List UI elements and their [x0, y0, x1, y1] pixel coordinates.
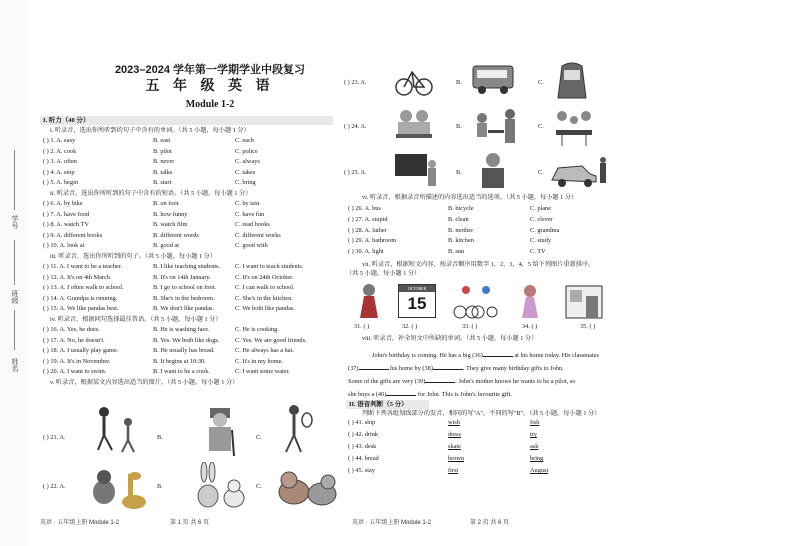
question-option-a: ( ) 26. A. bus [348, 205, 381, 212]
question-option-a: ( ) 10. A. look at [43, 242, 85, 249]
picture-rabbit-duck-icon [192, 462, 252, 512]
question-34-label: 34. ( ) [522, 323, 538, 330]
option-b: B. bicycle [448, 205, 474, 212]
question-24-option-c: C. [538, 123, 544, 130]
picture-person-tennis-icon [274, 400, 314, 458]
question-21-option-b: B. [157, 434, 163, 441]
passage-text: (37) [348, 365, 359, 372]
question-option-a: ( ) 29. A. bathroom [348, 237, 397, 245]
section-listening-header: I. 听力（40 分） [40, 116, 333, 125]
option-c: C. plane [530, 205, 551, 212]
option-c: C. grandma [530, 226, 560, 234]
passage-text: for John. This is John's favourite gift. [416, 391, 512, 398]
calendar-day: 15 [407, 294, 427, 313]
passage-text: . They give many birthday gifts to John. [462, 365, 564, 372]
question-22-label: ( ) 22. A. [43, 483, 66, 490]
option-c: C. clever [530, 215, 553, 223]
option-c: C. He is cooking. [235, 326, 279, 333]
margin-line [14, 150, 15, 210]
page-1-footer-number: 第 1 页 共 6 页 [170, 520, 210, 526]
picture-dogs-icon [274, 462, 344, 512]
option-b: B. It's on 14th January. [153, 273, 211, 281]
exam-page-2 [344, 0, 762, 546]
question-option-a: ( ) 8. A. watch TV [43, 221, 89, 228]
margin-line [14, 240, 15, 285]
question-option-a: ( ) 17. A. No, he doesn't. [43, 336, 105, 344]
question-option-a: ( ) 4. A. stop [43, 168, 75, 176]
part-vii-pictures [348, 282, 728, 330]
option-c: C. I want some water. [235, 368, 290, 375]
blank-38[interactable] [433, 369, 463, 370]
margin-line [14, 310, 15, 350]
picture-bicycle-icon [394, 60, 434, 100]
question-23-option-c: C. [538, 79, 544, 86]
blank-36[interactable] [483, 356, 513, 357]
question-option-a: ( ) 30. A. light [348, 248, 384, 256]
question-24 [344, 106, 762, 152]
question-option-a: ( ) 2. A. cook [43, 147, 77, 155]
question-25-label: ( ) 25. A. [344, 169, 367, 176]
question-33-label: 33. ( ) [462, 323, 478, 330]
option-b: wish [448, 419, 460, 426]
option-b: first [448, 467, 459, 474]
question-option-a: ( ) 41. ship [348, 419, 376, 426]
option-c: C. each [235, 137, 254, 144]
option-b: brown [448, 455, 465, 462]
option-b: B. I want to be a cook. [153, 368, 211, 375]
page-2-footer-subject: 英语 · 五年级上册 Module 1-2 [352, 520, 432, 526]
option-c: ask [530, 443, 539, 450]
part-iii-instruction: iii. 听录音，选出你所听到的句子。（共 5 小题，每小题 1 分） [50, 253, 217, 260]
passage-text: Some of the gifts are very (39) [348, 378, 426, 385]
question-25 [344, 150, 762, 192]
part-vii-instruction-line1: vii. 听录音，根据短文内容，按录音顺序用数字 1，2，3，4，5 给下列图片重新排序。 [362, 261, 595, 268]
option-c: C. different works [235, 231, 281, 239]
option-c: C. always [235, 158, 260, 165]
question-option-a: ( ) 9. A. different books [43, 231, 103, 239]
page-1-footer-subject: 英语 · 五年级上册 Module 1-2 [40, 520, 120, 526]
picture-animals-giraffe-icon [88, 462, 158, 512]
option-b: B. We don't like pandas. [153, 305, 215, 312]
passage-line-1 [372, 351, 732, 360]
option-c: C. read books [235, 221, 270, 228]
option-b: B. I go to school on foot. [153, 284, 216, 291]
question-option-a: ( ) 20. A. I want to swim. [43, 368, 107, 375]
picture-calendar-icon [398, 284, 436, 318]
part-viii-instruction: viii. 听录音，补全短文中所缺的单词。（共 5 小题，每小题 1 分） [362, 335, 538, 342]
option-b: B. pilot [153, 147, 172, 155]
option-b: B. clean [448, 215, 469, 223]
option-c: C. I can walk to school. [235, 284, 295, 291]
option-b: B. She's in the bedroom. [153, 294, 215, 302]
option-c: C. We both like pandas. [235, 305, 295, 312]
question-21 [40, 400, 380, 460]
option-b: B. mother [448, 226, 474, 234]
question-32-label: 32. ( ) [402, 323, 418, 330]
option-c: C. Yes. We are good friends. [235, 336, 307, 344]
phonics-instruction: 判断下列各组划线部分的发音，相同的写"A"，不同的写"B"。（共 5 小题，每小题 1 分） [362, 410, 601, 417]
option-c: fish [530, 419, 540, 426]
section-phonics-header: II. 语音判断（5 分） [346, 400, 429, 409]
option-b: skate [448, 443, 461, 450]
question-31-label: 31. ( ) [354, 323, 370, 330]
option-c: C. She's in the kitchen. [235, 294, 293, 302]
calendar-month: OCTOBER [399, 285, 435, 292]
passage-text: his home by (38) [388, 365, 433, 372]
option-c: C. good with [235, 242, 268, 249]
question-21-option-c: C. [256, 434, 262, 441]
passage-text: . John's mother knows he wants to be a pilot, so [455, 378, 576, 385]
passage-line-3 [348, 377, 708, 386]
question-option-a: ( ) 28. A. father [348, 226, 387, 234]
question-option-a: ( ) 43. desk [348, 443, 377, 450]
part-vi-instruction: vi. 听录音，根据录音所描述的内容选出适当的选项。（共 5 小题，每小题 1 分） [362, 194, 578, 201]
part-ii-instruction: ii. 听录音，选出你所听到的句子中含有的短语。（共 5 小题，每小题 1 分） [50, 190, 252, 197]
picture-police-car-icon [550, 154, 610, 190]
blank-40[interactable] [386, 395, 416, 396]
question-option-a: ( ) 15. A. We like pandas best. [43, 305, 119, 312]
option-c: C. by taxi [235, 200, 260, 207]
option-b: B. Yes. We both like dogs. [153, 336, 220, 344]
question-option-a: ( ) 42. drink [348, 431, 379, 438]
page-2-footer-number: 第 2 页 共 6 页 [470, 520, 510, 526]
option-c: August [530, 467, 549, 474]
option-b: B. kitchen [448, 237, 474, 245]
question-option-a: ( ) 14. A. Grandpa is running. [43, 294, 118, 302]
question-22-option-c: C. [256, 483, 262, 490]
option-c: C. takes [235, 168, 256, 176]
option-b: B. He is washing face. [153, 326, 210, 333]
question-option-a: ( ) 6. A. by bike [43, 200, 83, 207]
question-25-option-b: B. [456, 169, 462, 176]
question-22-option-b: B. [157, 483, 163, 490]
option-c: bring [530, 455, 544, 462]
question-option-a: ( ) 19. A. It's in November. [43, 357, 111, 365]
option-b: B. never [153, 158, 175, 165]
option-c: try [530, 431, 537, 438]
question-option-a: ( ) 27. A. stupid [348, 215, 388, 223]
question-option-a: ( ) 18. A. I usually play game. [43, 347, 119, 354]
question-option-a: ( ) 7. A. have food [43, 210, 89, 218]
picture-family-table-icon [552, 106, 596, 148]
option-c: C. police [235, 147, 258, 155]
question-25-option-c: C. [538, 169, 544, 176]
option-c: C. bring [235, 179, 256, 186]
picture-kids-cycling-icon [450, 282, 498, 320]
option-b: B. different words [153, 231, 199, 239]
question-23-option-b: B. [456, 79, 462, 86]
question-35-label: 35. ( ) [580, 323, 596, 330]
passage-text: at his home today. His classmates [512, 352, 599, 359]
question-24-label: ( ) 24. A. [344, 123, 367, 130]
binding-margin [0, 0, 28, 546]
option-b: B. He usually has bread. [153, 347, 215, 354]
picture-family-running-icon [90, 400, 150, 455]
option-c: C. study [530, 237, 551, 245]
exam-term-title: 2023–2024 学年第一学期学业中段复习 [114, 64, 306, 76]
picture-bus-icon [472, 64, 514, 96]
exam-module-title: Module 1-2 [185, 99, 235, 110]
picture-couple-eating-icon [394, 106, 434, 146]
option-c: C. have fun [235, 210, 265, 218]
option-b: dress [448, 431, 461, 438]
question-option-a: ( ) 16. A. Yes, he does. [43, 326, 100, 333]
passage-text: she buys a (40) [348, 391, 387, 398]
picture-girl-sparkle-icon [514, 282, 546, 320]
exam-page-1 [40, 0, 380, 546]
option-c: C. TV [530, 248, 546, 256]
option-b: B. on foot [153, 200, 179, 207]
picture-house-room-icon [564, 282, 604, 320]
option-c: C. It's in my home. [235, 357, 284, 365]
option-c: C. I want to teach students. [235, 263, 304, 270]
picture-old-man-icon [200, 400, 240, 458]
option-b: B. east [153, 137, 171, 144]
question-23 [344, 60, 762, 106]
blank-39[interactable] [425, 382, 455, 383]
picture-man-icon [478, 150, 508, 190]
question-option-a: ( ) 44. bread [348, 455, 379, 462]
part-iv-instruction: iv. 听录音，根据问句选择最佳答语。（共 5 小题，每小题 1 分） [50, 316, 222, 323]
option-b: B. I like teaching students. [153, 263, 221, 270]
question-option-a: ( ) 13. A. I often walk to school. [43, 284, 124, 291]
option-b: B. how funny [153, 210, 188, 218]
picture-girl-icon [354, 282, 384, 320]
question-option-a: ( ) 3. A. often [43, 158, 77, 165]
question-21-label: ( ) 21. A. [43, 434, 66, 441]
option-b: B. It begins at 10:30. [153, 357, 206, 365]
part-vii-instruction-line2: （共 5 小题，每小题 1 分） [346, 270, 421, 277]
blank-37[interactable] [359, 369, 389, 370]
part-v-instruction: v. 听录音，根据某文内容选出适当的图片。（共 5 小题，每小题 1 分） [50, 379, 239, 386]
part-i-instruction: i. 听录音，选出你所听到的句子中含有的单词。（共 5 小题，每小题 1 分） [50, 127, 250, 134]
question-option-a: ( ) 5. A. begin [43, 179, 78, 186]
passage-line-2 [348, 364, 708, 373]
passage-line-4 [348, 390, 708, 399]
question-24-option-b: B. [456, 123, 462, 130]
option-b: B. sun [448, 248, 465, 256]
question-option-a: ( ) 45. stay [348, 467, 375, 474]
question-22 [40, 462, 380, 517]
question-23-label: ( ) 23. A. [344, 79, 367, 86]
option-b: B. start [153, 179, 172, 186]
margin-label-name: 姓名 [11, 358, 19, 372]
question-option-a: ( ) 12. A. It's on 4th March [43, 273, 111, 281]
picture-train-icon [552, 60, 592, 102]
margin-label-class: 班级 [11, 290, 19, 304]
option-c: C. It's on 24th October. [235, 273, 294, 281]
question-option-a: ( ) 1. A. easy [43, 137, 76, 144]
picture-teacher-blackboard-icon [394, 152, 438, 188]
exam-subject-title: 五 年 级 英 语 [145, 79, 275, 94]
option-c: C. He always has a hat. [235, 347, 294, 354]
picture-restaurant-icon [472, 106, 518, 148]
margin-label-number: 学号 [11, 215, 19, 229]
question-option-a: ( ) 11. A. I want to be a teacher. [43, 263, 123, 270]
passage-text: John's birthday is coming. He has a big (36) [372, 352, 483, 359]
option-b: B. good at [153, 242, 180, 249]
option-b: B. watch film [153, 221, 188, 228]
option-b: B. talks [153, 168, 173, 176]
